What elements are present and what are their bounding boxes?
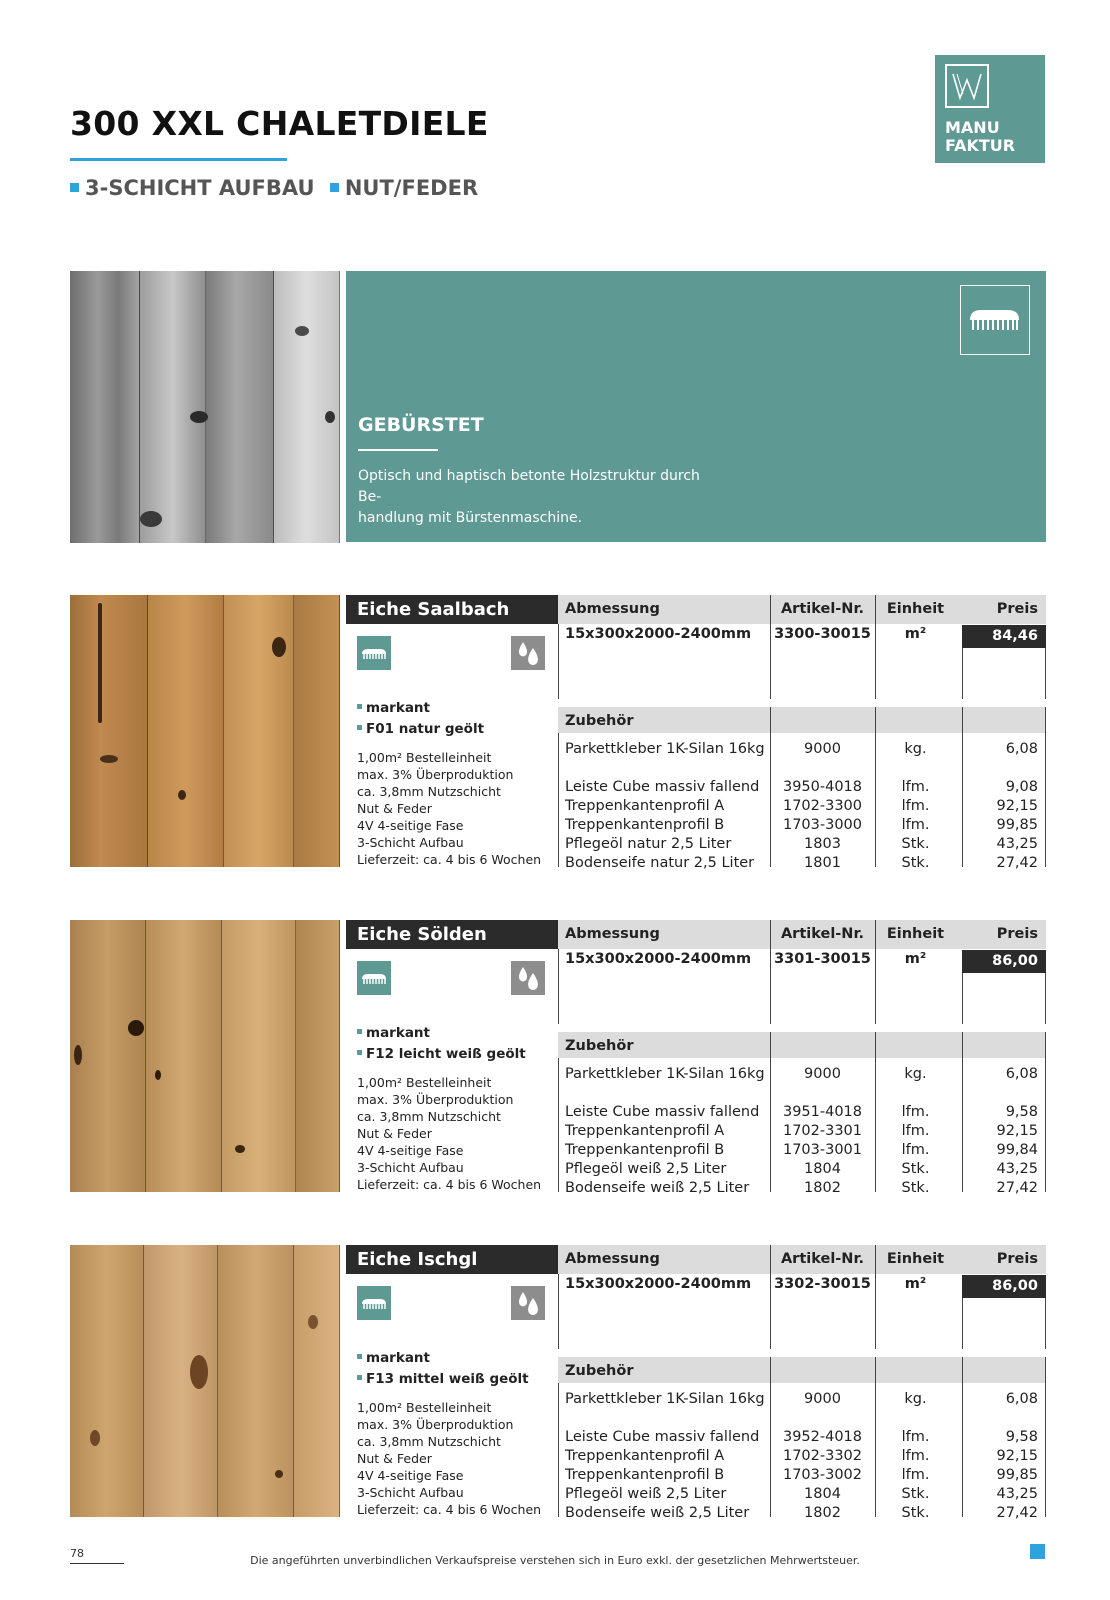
logo-text: MANU	[945, 118, 1000, 137]
product-block	[346, 920, 1046, 1196]
product-name: Eiche Saalbach	[346, 595, 558, 624]
square-bullet-icon	[357, 725, 362, 730]
brush-icon	[960, 285, 1030, 355]
table-row: Parkettkleber 1K-Silan 16kg 9000 kg. 6,08	[565, 1391, 1038, 1407]
accessories-header: Zubehör	[558, 1032, 1046, 1058]
product-name: Eiche Sölden	[346, 920, 558, 949]
product-feature: markant	[357, 700, 430, 716]
page-title: 300 XXL CHALETDIELE	[70, 104, 489, 143]
price-badge: 86,00	[962, 1275, 1046, 1298]
table-row: Pflegeöl weiß 2,5 Liter 1804 Stk. 43,25	[565, 1161, 1038, 1177]
table-row: Pflegeöl weiß 2,5 Liter 1804 Stk. 43,25	[565, 1486, 1038, 1502]
unit-value: m²	[904, 626, 927, 642]
price-badge: 86,00	[962, 950, 1046, 973]
product-feature: F12 leicht weiß geölt	[357, 1046, 526, 1062]
product-feature: F13 mittel weiß geölt	[357, 1371, 529, 1387]
table-row: Pflegeöl natur 2,5 Liter 1803 Stk. 43,25	[565, 836, 1038, 852]
article-number: 3300-30015	[774, 626, 871, 642]
subtitle-item: NUT/FEDER	[330, 176, 478, 200]
price-badge: 84,46	[962, 625, 1046, 648]
oil-drops-icon	[511, 961, 545, 995]
brush-icon	[357, 1286, 391, 1320]
table-row: Leiste Cube massiv fallend 3951-4018 lfm. 9,58	[565, 1104, 1038, 1120]
table-header: Abmessung Artikel-Nr. Einheit Preis	[558, 1245, 1046, 1274]
oil-drops-icon	[511, 1286, 545, 1320]
article-number: 3302-30015	[774, 1276, 871, 1292]
square-bullet-icon	[70, 183, 79, 192]
logo-text: FAKTUR	[945, 136, 1016, 155]
table-row: Bodenseife weiß 2,5 Liter 1802 Stk. 27,42	[565, 1505, 1038, 1521]
finish-panel	[346, 271, 1046, 542]
dimension-value: 15x300x2000-2400mm	[565, 1276, 752, 1292]
product-specs: 1,00m² Bestelleinheit max. 3% Überproduktion ca. 3,8mm Nutzschicht Nut & Feder 4V 4-seitige Fase 3-Schicht Aufbau Lieferzeit: ca. 4 bis 6 Wochen	[357, 750, 542, 867]
product-feature: markant	[357, 1025, 430, 1041]
square-bullet-icon	[357, 1354, 362, 1359]
table-row: Parkettkleber 1K-Silan 16kg 9000 kg. 6,08	[565, 741, 1038, 757]
product-block	[346, 595, 1046, 871]
product-specs: 1,00m² Bestelleinheit max. 3% Überproduktion ca. 3,8mm Nutzschicht Nut & Feder 4V 4-seitige Fase 3-Schicht Aufbau Lieferzeit: ca. 4 bis 6 Wochen	[357, 1075, 542, 1192]
square-bullet-icon	[357, 1375, 362, 1380]
accessories-header: Zubehör	[558, 707, 1046, 733]
product-image-soelden	[70, 920, 340, 1192]
w-logo-icon	[945, 64, 989, 108]
product-image-ischgl	[70, 1245, 340, 1517]
oil-drops-icon	[511, 636, 545, 670]
table-row: Treppenkantenprofil A 1702-3300 lfm. 92,15	[565, 798, 1038, 814]
subtitle-item: 3-SCHICHT AUFBAU	[70, 176, 315, 200]
manufaktur-logo	[935, 55, 1045, 163]
footer-note: Die angeführten unverbindlichen Verkaufspreise verstehen sich in Euro exkl. der gesetzlichen Mehrwertsteuer.	[250, 1554, 860, 1567]
table-row: Leiste Cube massiv fallend 3952-4018 lfm. 9,58	[565, 1429, 1038, 1445]
title-underline	[70, 158, 287, 161]
finish-underline	[358, 449, 438, 451]
table-row: Treppenkantenprofil B 1703-3000 lfm. 99,85	[565, 817, 1038, 833]
table-row: Treppenkantenprofil A 1702-3301 lfm. 92,15	[565, 1123, 1038, 1139]
subtitle	[70, 176, 486, 200]
square-bullet-icon	[330, 183, 339, 192]
table-row: Parkettkleber 1K-Silan 16kg 9000 kg. 6,08	[565, 1066, 1038, 1082]
brushed-wood-image	[70, 271, 340, 543]
table-row: Bodenseife weiß 2,5 Liter 1802 Stk. 27,42	[565, 1180, 1038, 1196]
product-block	[346, 1245, 1046, 1521]
article-number: 3301-30015	[774, 951, 871, 967]
product-feature: F01 natur geölt	[357, 721, 484, 737]
brush-icon	[357, 636, 391, 670]
finish-title: GEBÜRSTET	[358, 414, 484, 436]
finish-description: Optisch und haptisch betonte Holzstruktur durch Be- handlung mit Bürstenmaschine.	[358, 468, 700, 526]
square-bullet-icon	[357, 704, 362, 709]
dimension-value: 15x300x2000-2400mm	[565, 951, 752, 967]
dimension-value: 15x300x2000-2400mm	[565, 626, 752, 642]
footer-square-icon	[1030, 1544, 1045, 1559]
product-image-saalbach	[70, 595, 340, 867]
square-bullet-icon	[357, 1029, 362, 1034]
table-row: Leiste Cube massiv fallend 3950-4018 lfm. 9,08	[565, 779, 1038, 795]
table-row: Treppenkantenprofil B 1703-3002 lfm. 99,85	[565, 1467, 1038, 1483]
table-row: Bodenseife natur 2,5 Liter 1801 Stk. 27,42	[565, 855, 1038, 871]
square-bullet-icon	[357, 1050, 362, 1055]
product-feature: markant	[357, 1350, 430, 1366]
accessories-header: Zubehör	[558, 1357, 1046, 1383]
page-number: 78	[70, 1547, 84, 1560]
table-row: Treppenkantenprofil A 1702-3302 lfm. 92,15	[565, 1448, 1038, 1464]
product-specs: 1,00m² Bestelleinheit max. 3% Überproduktion ca. 3,8mm Nutzschicht Nut & Feder 4V 4-seitige Fase 3-Schicht Aufbau Lieferzeit: ca. 4 bis 6 Wochen	[357, 1400, 542, 1517]
unit-value: m²	[904, 951, 927, 967]
table-row: Treppenkantenprofil B 1703-3001 lfm. 99,84	[565, 1142, 1038, 1158]
brush-icon	[357, 961, 391, 995]
product-name: Eiche Ischgl	[346, 1245, 558, 1274]
table-header: Abmessung Artikel-Nr. Einheit Preis	[558, 920, 1046, 949]
table-header: Abmessung Artikel-Nr. Einheit Preis	[558, 595, 1046, 624]
unit-value: m²	[904, 1276, 927, 1292]
